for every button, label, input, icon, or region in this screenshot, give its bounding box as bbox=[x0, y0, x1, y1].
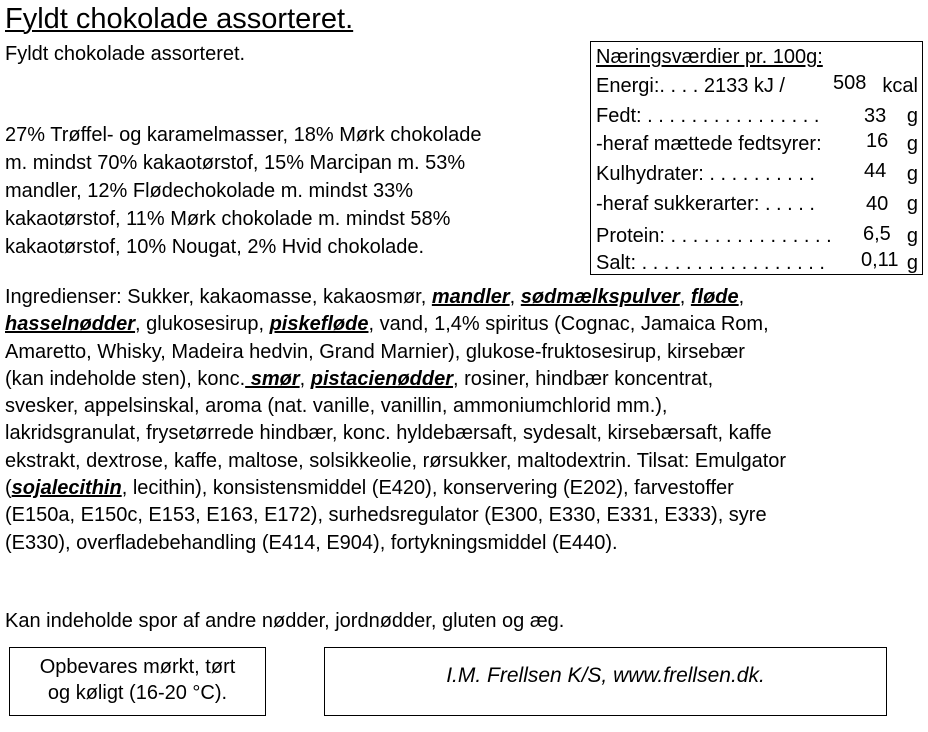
allergen-traces-warning: Kan indeholde spor af andre nødder, jordnødder, gluten og æg. bbox=[5, 610, 565, 632]
nutrition-row-salt bbox=[596, 249, 918, 277]
ingredients-line: Amaretto, Whisky, Madeira hedvin, Grand Marnier), glukose-fruktosesirup, kirsebær bbox=[5, 340, 745, 363]
nutrition-value: 6,5 bbox=[863, 223, 891, 245]
ingredients-line bbox=[5, 311, 925, 338]
nutrition-unit: g bbox=[906, 163, 918, 185]
nutrition-unit: g bbox=[906, 133, 918, 155]
ingredient-text: , bbox=[299, 367, 311, 390]
nutrition-label: Salt: . . . . . . . . . . . . . . . . . bbox=[596, 252, 825, 274]
ingredient-text: (kan indeholde sten), konc. bbox=[5, 367, 246, 390]
allergen-mandler: mandler bbox=[431, 286, 510, 308]
ingredients-line: ekstrakt, dextrose, kaffe, maltose, solsikkeolie, rørsukker, maltodextrin. Tilsat: Emulgator bbox=[5, 449, 787, 472]
ingredients-line: (E330), overfladebehandling (E414, E904), fortykningsmiddel (E440). bbox=[5, 531, 618, 554]
nutrition-header: Næringsværdier pr. 100g: bbox=[596, 46, 823, 68]
nutrition-unit: g bbox=[906, 252, 918, 274]
nutrition-value: 44 bbox=[864, 160, 887, 182]
manufacturer-box bbox=[324, 647, 887, 716]
ingredients-line bbox=[5, 475, 925, 502]
nutrition-value: 33 bbox=[864, 105, 887, 127]
nutrition-label: Protein: . . . . . . . . . . . . . . . bbox=[596, 225, 832, 247]
nutrition-row-energy bbox=[596, 72, 918, 100]
nutrition-row-saturated-fat bbox=[596, 130, 918, 158]
nutrition-label: Kulhydrater: . . . . . . . . . . bbox=[596, 163, 815, 185]
nutrition-label: -heraf mættede fedtsyrer: bbox=[596, 133, 822, 155]
ingredient-text: , bbox=[509, 286, 521, 308]
ingredients-line: (E150a, E150c, E153, E163, E172), surhedsregulator (E300, E330, E331, E333), syre bbox=[5, 504, 767, 527]
composition-line: 27% Trøffel- og karamelmasser, 18% Mørk chokolade bbox=[5, 124, 482, 146]
allergen-piskefloede: piskefløde bbox=[269, 313, 369, 336]
ingredients-line: lakridsgranulat, frysetørrede hindbær, konc. hyldebærsaft, sydesalt, kirsebærsaft, kaffe bbox=[5, 422, 772, 445]
ingredient-text: , lecithin), konsistensmiddel (E420), konservering (E202), farvestoffer bbox=[121, 477, 734, 500]
nutrition-row-fat bbox=[596, 102, 918, 130]
composition-line: mandler, 12% Flødechokolade m. mindst 33% bbox=[5, 180, 413, 202]
ingredients-line: svesker, appelsinskal, aroma (nat. vanille, vanillin, ammoniumchlorid mm.), bbox=[5, 395, 668, 418]
nutrition-value: 0,11 bbox=[861, 249, 899, 271]
nutrition-value: 16 bbox=[866, 130, 889, 152]
manufacturer-text: I.M. Frellsen K/S, www.frellsen.dk. bbox=[446, 664, 765, 687]
composition-line: m. mindst 70% kakaotørstof, 15% Marcipan m. 53% bbox=[5, 152, 466, 174]
ingredients-line bbox=[5, 366, 925, 393]
allergen-smoer: smør bbox=[245, 367, 300, 390]
ingredient-text: ( bbox=[5, 477, 12, 500]
ingredient-text: Ingredienser: Sukker, kakaomasse, kakaosmør, bbox=[5, 286, 432, 308]
composition-text bbox=[5, 121, 580, 261]
ingredients-text bbox=[5, 284, 925, 557]
allergen-sojalecithin: sojalecithin bbox=[11, 477, 122, 500]
allergen-floede: fløde bbox=[690, 286, 739, 308]
allergen-pistacienoedder: pistacienødder bbox=[310, 367, 454, 390]
product-title: Fyldt chokolade assorteret. bbox=[5, 3, 354, 35]
nutrition-row-sugars bbox=[596, 190, 918, 218]
nutrition-row-carbohydrates bbox=[596, 160, 918, 188]
ingredient-text: , vand, 1,4% spiritus (Cognac, Jamaica Rom, bbox=[368, 313, 769, 336]
product-subtitle: Fyldt chokolade assorteret. bbox=[5, 43, 246, 65]
storage-line: Opbevares mørkt, tørt bbox=[39, 656, 236, 678]
ingredient-text: , rosiner, hindbær koncentrat, bbox=[453, 367, 714, 390]
nutrition-unit: g bbox=[906, 225, 918, 247]
nutrition-label: Fedt: . . . . . . . . . . . . . . . . bbox=[596, 105, 820, 127]
nutrition-unit: g bbox=[906, 193, 918, 215]
nutrition-unit: kcal bbox=[882, 75, 918, 97]
nutrition-unit: g bbox=[906, 105, 918, 127]
nutrition-value: 508 bbox=[833, 72, 867, 94]
nutrition-table bbox=[590, 41, 923, 275]
nutrition-value: 40 bbox=[866, 193, 889, 215]
allergen-hasselnoedder: hasselnødder bbox=[5, 313, 136, 336]
ingredient-text: , glukosesirup, bbox=[135, 313, 270, 336]
nutrition-label: Energi:. . . . 2133 kJ / bbox=[596, 75, 785, 97]
composition-line: kakaotørstof, 10% Nougat, 2% Hvid chokolade. bbox=[5, 236, 425, 258]
storage-line: og køligt (16-20 °C). bbox=[47, 682, 228, 704]
nutrition-label: -heraf sukkerarter: . . . . . bbox=[596, 193, 815, 215]
storage-instructions-box bbox=[9, 647, 266, 716]
ingredient-text: , bbox=[679, 286, 691, 308]
ingredient-text: , bbox=[738, 286, 745, 308]
allergen-soedmaelkspulver: sødmælkspulver bbox=[520, 286, 680, 308]
ingredients-line bbox=[5, 284, 925, 311]
composition-line: kakaotørstof, 11% Mørk chokolade m. mindst 58% bbox=[5, 208, 451, 230]
